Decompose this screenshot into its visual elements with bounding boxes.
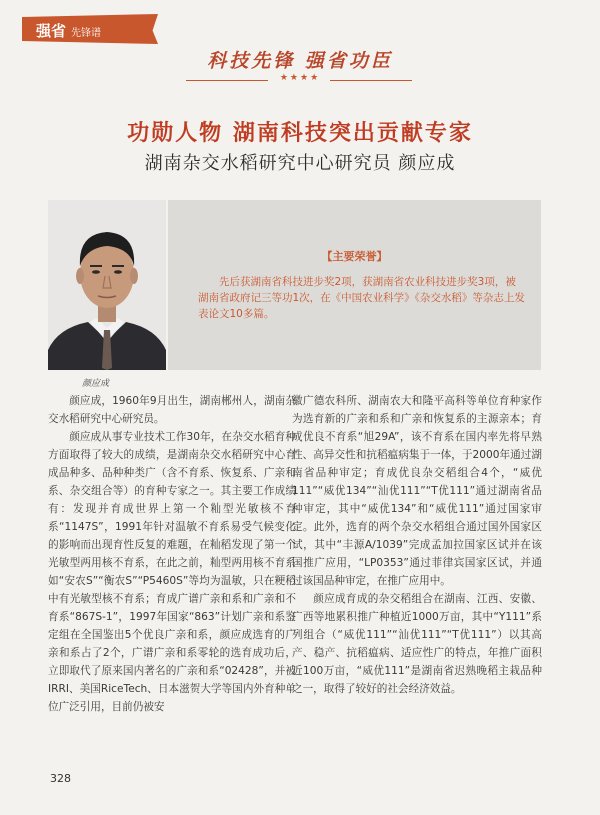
paragraph: 徽广德农科所、湖南农大和隆平高科等单位育种家作为选育新的广亲和系和广亲和恢复系的主源亲本；育成优良不育系“旭29A”，该不育系在国内率先将早熟性、高异交性和抗稻瘟病集于一体，于2000年通过湖南省品种审定；育成优良杂交稻组合4个，“威优111”“威优134”“汕优111”“T优111”通过湖南省品种审定，其中“威优134”和“威优111”通过国家审定。此外，选育的两个杂交水稻组合通过国外国家区试，其中“丰源A/1039”完成孟加拉国家区试并在该国推广应用，“LP0353”通过菲律宾国家区试，并通过该国品种审定，在推广应用中。 (292, 395, 542, 587)
honors-text: 先后获湖南省科技进步奖2项，获湖南省农业科技进步奖3项，被湖南省政府记三等功1次，在《中国农业科学》《杂交水稻》等杂志上发表论文10多篇。 (198, 276, 525, 320)
portrait-illustration (48, 200, 166, 370)
subheadline: 湖南杂交水稻研究中心研究员 颜应成 (144, 153, 456, 174)
banner-text (36, 20, 101, 41)
body-column-right (292, 392, 542, 698)
honors-title: 【主要荣誉】 (321, 250, 388, 263)
star-ornament: ★★★★ (279, 73, 321, 83)
banner-main-text: 强省 (36, 22, 67, 40)
headline: 功勋人物 湖南科技突出贡献专家 (127, 120, 473, 146)
section-banner (22, 14, 158, 44)
honors-box (168, 200, 541, 370)
portrait-photo (48, 200, 166, 370)
photo-caption: 颜应成 (82, 379, 110, 389)
body-column-left (48, 392, 296, 716)
paragraph: 颜应成育成的杂交稻组合在湖南、江西、安徽、广西等地累积推广种植近1000万亩，其中“Y111”系列组合（“威优111”“汕优111”“T优111”）以其高产、稳产、抗稻瘟病、适应性广的特点，年推广面积近100万亩，“威优111”是湖南省迟熟晚稻主栽品种之一，取得了较好的社会经济效益。 (292, 593, 542, 695)
slogan: 科技先锋 强省功臣 (207, 50, 393, 72)
page-number: 328 (50, 772, 71, 785)
paragraph: 颜应成从事专业技术工作30年，在杂交水稻育种方面取得了较大的成绩，是湖南杂交水稻研究中心育成品种多、品种种类广（含不育系、恢复系、广亲和系、杂交组合等）的育种专家之一。其主要工作成绩有：发现并育成世界上第一个籼型光敏核不育系“1147S”，1991年针对温敏不育系易受气候变化的影响而出现育性反复的难题，在籼稻发现了第一个光敏型两用核不育系，在此之前，籼型两用核不育系如“安农S”“衡农S”“P5460S”等均为温敏，只在粳稻中有光敏型核不育系；育成广谱广亲和系和广亲和不育系“867S-1”，1997年国家“863”计划广亲和系鉴定组在全国鉴出5个优良广亲和系，颜应成选育的广亲和系占了2个，广谱广亲和系零轮的选育成功后，立即取代了原来国内著名的广亲和系“02428”，并被IRRI、美国RiceTech、日本滋贺大学等国内外育种单位广泛引用，目前仍被安 (48, 431, 296, 713)
banner-sub-text: 先锋谱 (71, 28, 102, 39)
paragraph: 颜应成，1960年9月出生，湖南郴州人，湖南杂交水稻研究中心研究员。 (48, 395, 296, 425)
